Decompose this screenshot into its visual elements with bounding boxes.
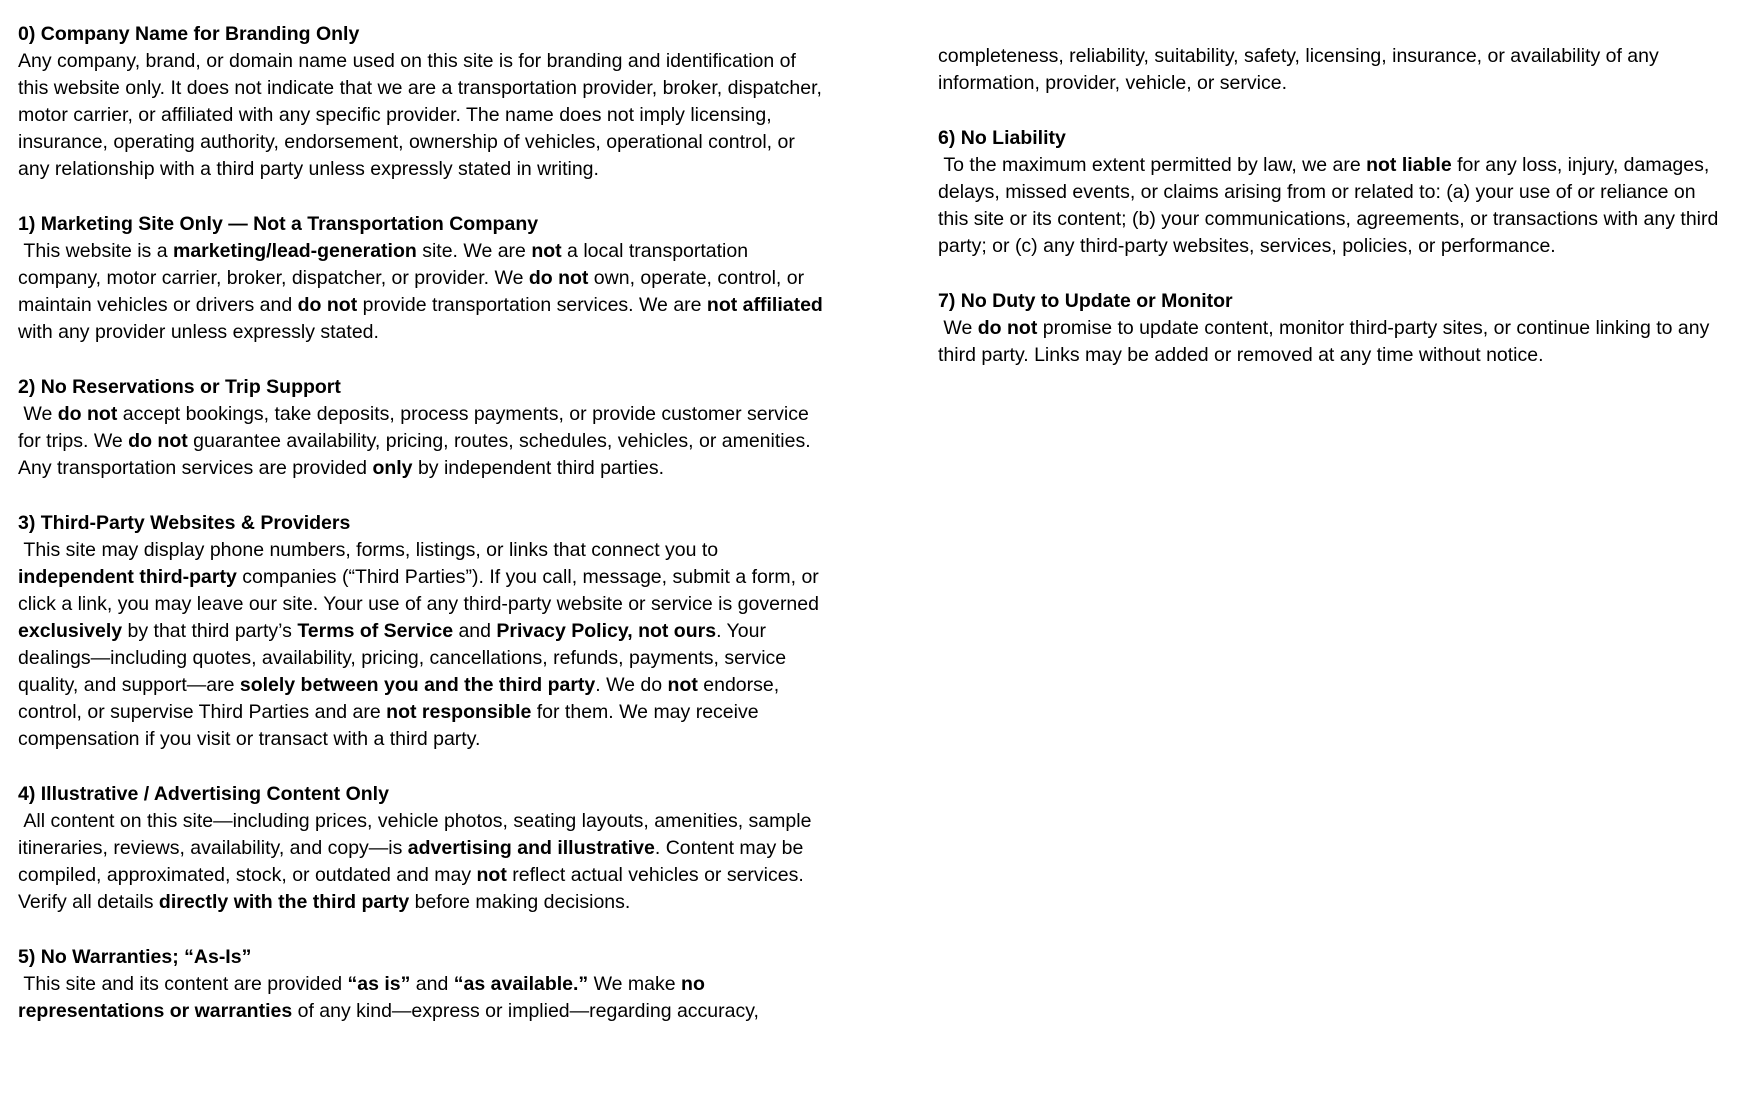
text-run: reflect actual vehicles or services. Verify all details [18, 864, 810, 913]
section-heading: 3) Third-Party Websites & Providers [18, 512, 351, 534]
disclaimer-section [18, 211, 829, 346]
text-run: a local transportation company, motor carrier, broker, dispatcher, or provider. We [18, 240, 754, 289]
bold-text-run: not affiliated [706, 294, 823, 316]
disclaimer-section [938, 43, 1728, 97]
bold-text-run: only [372, 457, 413, 479]
bold-text-run: not responsible [386, 701, 532, 723]
bold-text-run: do not [57, 403, 118, 425]
text-run: own, operate, control, or maintain vehicles or drivers and [18, 267, 810, 316]
bold-text-run: do not [528, 267, 589, 289]
bold-text-run: do not [297, 294, 358, 316]
text-run: Any company, brand, or domain name used on this site is for branding and identification of this website only. It does not indicate that we are a transportation provider, broker, dispatcher, motor carrier, or affiliated with any specific provider. The name does not imply licensing, insurance, operating authority, endorsement, ownership of vehicles, operational control, or any relationship with a third party unless expressly stated in writing. [18, 50, 828, 180]
continuation-paragraph [938, 43, 1728, 97]
bold-text-run: Privacy Policy, not ours [496, 620, 717, 642]
bold-text-run: not liable [1366, 154, 1452, 176]
text-run: before making decisions. [409, 891, 631, 913]
disclaimer-section [18, 510, 823, 753]
disclaimer-column-left [18, 21, 829, 1025]
section-heading: 0) Company Name for Branding Only [18, 23, 360, 45]
section-paragraph [938, 315, 1728, 369]
text-run: This site and its content are provided [18, 973, 348, 995]
text-run: We make [588, 973, 682, 995]
bold-text-run: no representations or warranties [18, 973, 711, 1022]
text-run: and [410, 973, 454, 995]
text-run: by independent third parties. [412, 457, 665, 479]
bold-text-run: do not [128, 430, 188, 452]
section-paragraph [18, 537, 823, 753]
section-paragraph [18, 971, 823, 1025]
bold-text-run: “as available.” [453, 973, 589, 995]
text-run: provide transportation services. We are [357, 294, 707, 316]
section-heading: 6) No Liability [938, 127, 1066, 149]
text-run: accept bookings, take deposits, process payments, or provide customer service for trips. We [18, 403, 815, 452]
bold-text-run: not [531, 240, 562, 262]
text-run: . Content may be compiled, approximated, stock, or outdated and may [18, 837, 809, 886]
bold-text-run: advertising and illustrative [407, 837, 655, 859]
bold-text-run: marketing/lead-generation [172, 240, 417, 262]
text-run: To the maximum extent permitted by law, we are [938, 154, 1367, 176]
disclaimer-section [18, 374, 823, 482]
section-paragraph [18, 808, 823, 916]
text-run: We [18, 403, 58, 425]
text-run: endorse, control, or supervise Third Parties and are [18, 674, 785, 723]
bold-text-run: not [667, 674, 698, 696]
section-heading: 1) Marketing Site Only — Not a Transportation Company [18, 213, 539, 235]
text-run: guarantee availability, pricing, routes, schedules, vehicles, or amenities. Any transportation services are provided [18, 430, 815, 479]
text-run: of any kind—express or implied—regarding accuracy, [292, 1000, 759, 1022]
text-run: . We do [595, 674, 668, 696]
disclaimer-section [938, 125, 1728, 260]
bold-text-run: “as is” [347, 973, 411, 995]
text-run: promise to update content, monitor third-party sites, or continue linking to any third party. Links may be added or removed at any time without notice. [938, 317, 1715, 366]
text-run: for them. We may receive compensation if you visit or transact with a third party. [18, 701, 764, 750]
text-run: We [938, 317, 978, 339]
section-heading: 4) Illustrative / Advertising Content Only [18, 783, 389, 805]
disclaimer-section [938, 288, 1728, 369]
section-heading: 7) No Duty to Update or Monitor [938, 290, 1233, 312]
section-paragraph [18, 238, 829, 346]
section-paragraph [18, 48, 828, 183]
bold-text-run: directly with the third party [158, 891, 410, 913]
disclaimer-section [18, 944, 823, 1025]
disclaimer-section [18, 781, 823, 916]
bold-text-run: solely between you and the third party [239, 674, 596, 696]
section-paragraph [938, 152, 1728, 260]
text-run: This site may display phone numbers, forms, listings, or links that connect you to [18, 539, 724, 561]
text-run: and [453, 620, 497, 642]
text-run: site. We are [416, 240, 532, 262]
bold-text-run: Terms of Service [297, 620, 454, 642]
section-paragraph [18, 401, 823, 482]
text-run: by that third party’s [122, 620, 298, 642]
text-run: companies (“Third Parties”). If you call, message, submit a form, or click a link, you may leave our site. Your use of any third-party website or service is governed [18, 566, 825, 615]
text-run: completeness, reliability, suitability, safety, licensing, insurance, or availability of any information, provider, vehicle, or service. [938, 45, 1665, 94]
disclaimer-section [18, 21, 828, 183]
bold-text-run: not [476, 864, 507, 886]
section-heading: 2) No Reservations or Trip Support [18, 376, 341, 398]
text-run: . Your dealings—including quotes, availability, pricing, cancellations, refunds, payments, service quality, and support—are [18, 620, 792, 696]
text-run: All content on this site—including prices, vehicle photos, seating layouts, amenities, sample itineraries, reviews, availability, and copy—is [18, 810, 817, 859]
text-run: for any loss, injury, damages, delays, missed events, or claims arising from or related to: (a) your use of or reliance on this site or its content; (b) your communications, agreements, or transactions with any third party; or (c) any third-party websites, services, policies, or performance. [938, 154, 1724, 257]
section-heading: 5) No Warranties; “As-Is” [18, 946, 252, 968]
bold-text-run: independent third-party [18, 566, 237, 588]
bold-text-run: exclusively [18, 620, 123, 642]
bold-text-run: do not [977, 317, 1038, 339]
text-run: with any provider unless expressly stated. [18, 294, 829, 343]
text-run: This website is a [18, 240, 173, 262]
disclaimer-column-right [938, 21, 1728, 369]
